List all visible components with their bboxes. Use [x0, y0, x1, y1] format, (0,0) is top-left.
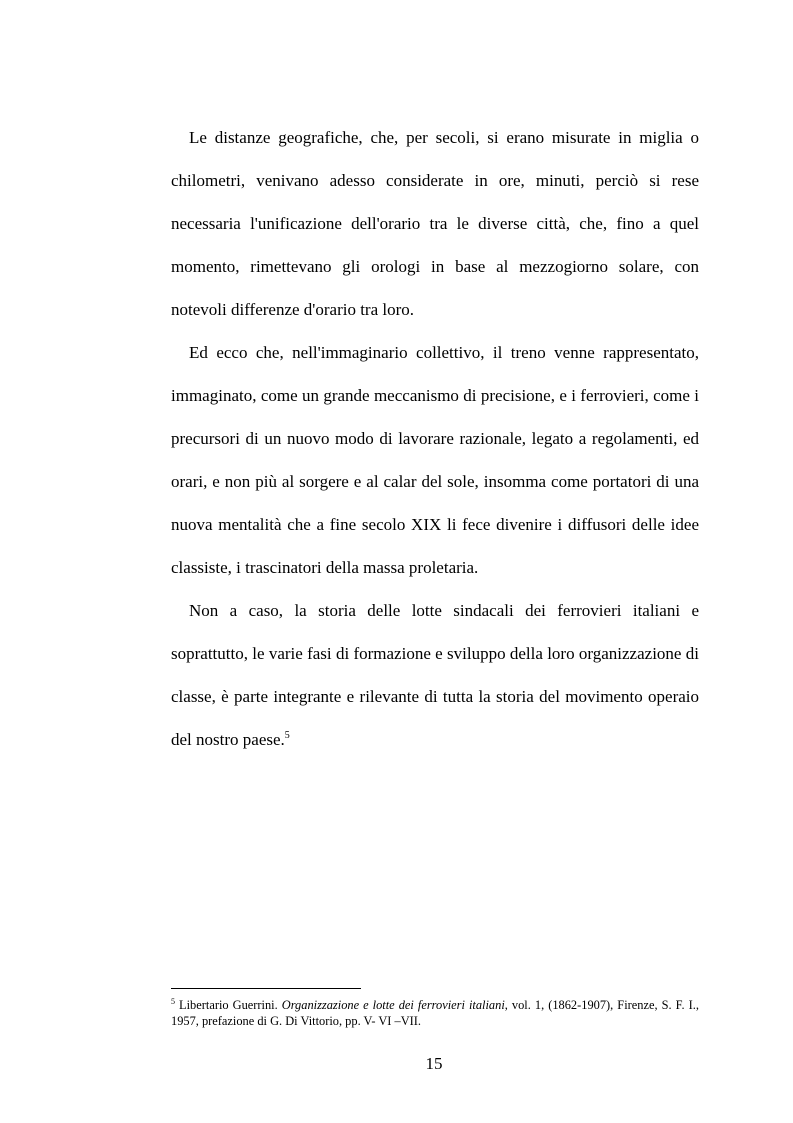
paragraph-3-text: Non a caso, la storia delle lotte sindacali dei ferrovieri italiani e soprattutto, le varie fasi di formazione e sviluppo della loro organizzazione di classe, è parte integrante e rilevante di tutta la storia del movimento operaio del nostro paese.: [171, 601, 699, 749]
page-number: 15: [425, 1054, 443, 1073]
footnote-reference[interactable]: 5: [284, 730, 290, 741]
footnote-separator: [171, 988, 361, 989]
paragraph-2: Ed ecco che, nell'immaginario collettivo, il treno venne rappresentato, immaginato, come un grande meccanismo di precisione, e i ferrovieri, come i precursori di un nuovo modo di lavorare razionale, legato a regolamenti, ed orari, e non più al sorgere e al calar del sole, insomma come portatori di una nuova mentalità che a fine secolo XIX li fece divenire i diffusori delle idee classiste, i trascinatori della massa proletaria.: [171, 343, 699, 577]
footnote: [171, 997, 699, 1029]
body-text: [171, 116, 699, 761]
footnote-author: Libertario Guerrini.: [179, 998, 278, 1012]
paragraph-1: Le distanze geografiche, che, per secoli, si erano misurate in miglia o chilometri, venivano adesso considerate in ore, minuti, perciò si rese necessaria l'unificazione dell'orario tra le diverse città, che, fino a quel momento, rimettevano gli orologi in base al mezzogiorno solare, con notevoli differenze d'orario tra loro.: [171, 128, 699, 319]
paragraph-3: [171, 589, 699, 761]
footnote-marker: 5: [171, 997, 175, 1006]
footnote-title: Organizzazione e lotte dei ferrovieri italiani: [281, 998, 505, 1012]
footnote-details: , vol. 1, (1862-1907), Firenze, S. F. I., 1957, prefazione di G. Di Vittorio, pp. V- VI –VII.: [171, 998, 699, 1028]
